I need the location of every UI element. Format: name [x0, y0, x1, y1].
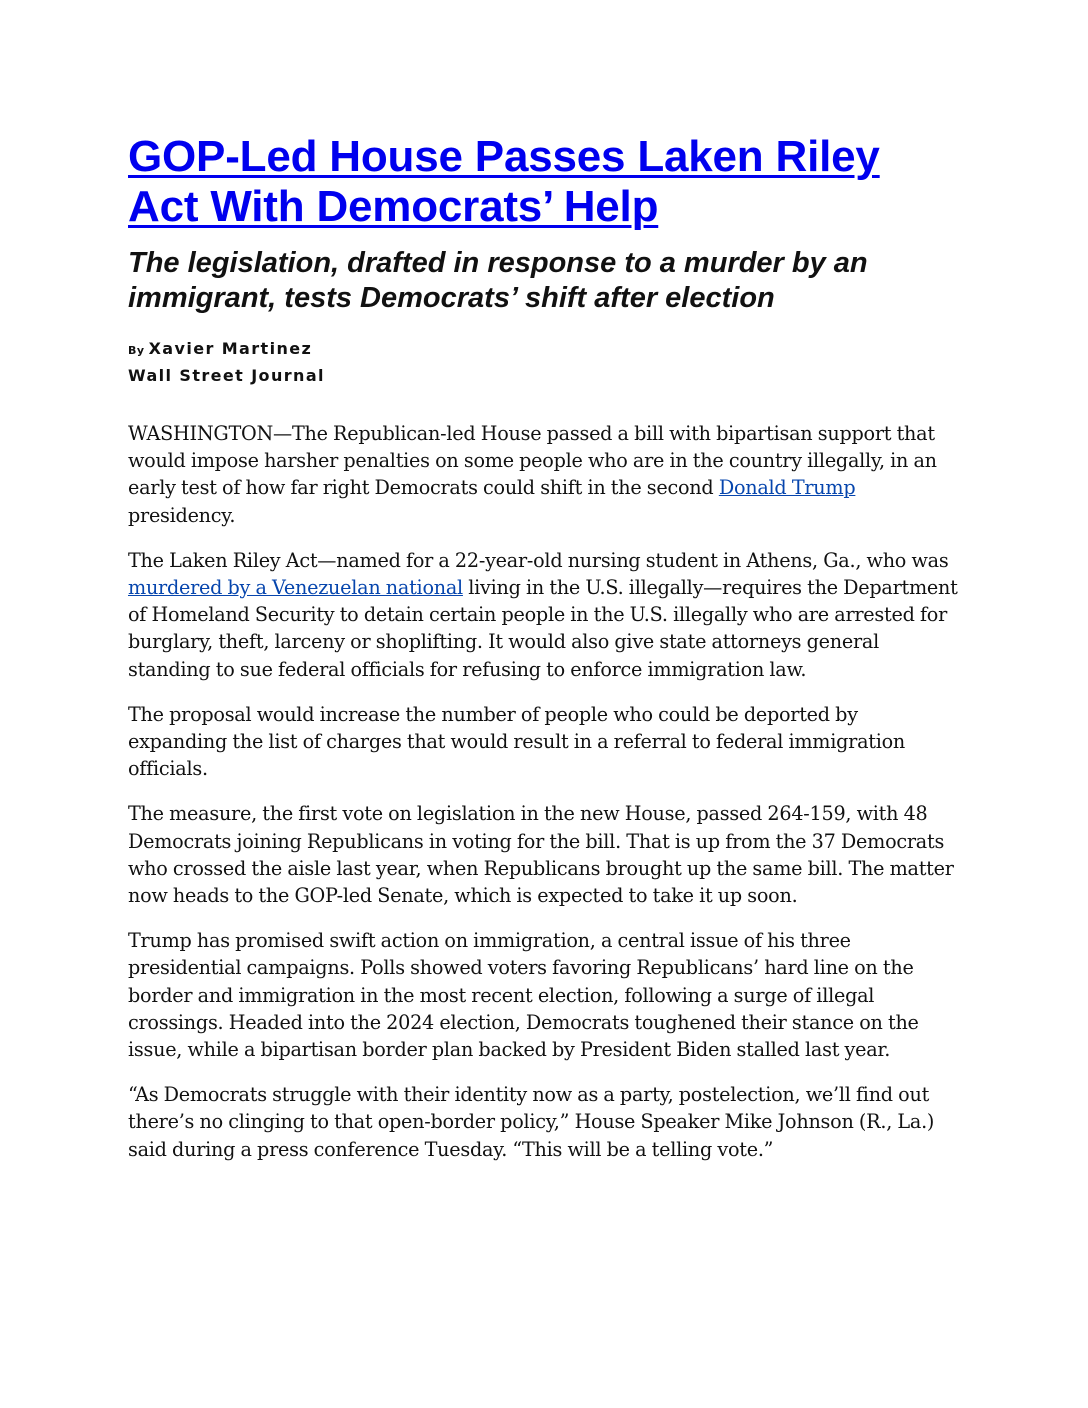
- article-body: [128, 420, 960, 1163]
- subhead: The legislation, drafted in response to a murder by an immigrant, tests Democrats’ shift after election: [128, 247, 868, 314]
- paragraph-2-text-end: living in the U.S. illegally—requires the Department of Homeland Security to detain certain people in the U.S. illegally who are arrested for burglary, theft, larceny or shoplifting. It would also give state attorneys general standing to sue federal officials for refusing to enforce immigration law.: [128, 576, 958, 681]
- paragraph-5: Trump has promised swift action on immigration, a central issue of his three presidential campaigns. Polls showed voters favoring Republicans’ hard line on the border and immigration in the most recent election, following a surge of illegal crossings. Headed into the 2024 election, Democrats toughened their stance on the issue, while a bipartisan border plan backed by President Biden stalled last year.: [128, 929, 919, 1062]
- paragraph-6: “As Democrats struggle with their identity now as a party, postelection, we’ll find out there’s no clinging to that open-border policy,” House Speaker Mike Johnson (R., La.) said during a press conference Tuesday. “This will be a telling vote.”: [128, 1083, 935, 1161]
- article-page: [128, 132, 960, 1181]
- publication-name: Wall Street Journal: [128, 366, 325, 385]
- byline-prefix: By: [128, 344, 145, 357]
- headline-link[interactable]: GOP-Led House Passes Laken Riley Act With Democrats’ Help: [128, 132, 880, 231]
- paragraph-1-text-end: presidency.: [128, 503, 236, 527]
- paragraph-2: [128, 547, 960, 683]
- murdered-by-venezuelan-national-link[interactable]: murdered by a Venezuelan national: [128, 576, 463, 600]
- donald-trump-link[interactable]: Donald Trump: [718, 476, 856, 500]
- paragraph-2-text: The Laken Riley Act—named for a 22-year-old nursing student in Athens, Ga., who was: [128, 548, 949, 572]
- paragraph-1-text: WASHINGTON—The Republican-led House passed a bill with bipartisan support that would impose harsher penalties on some people who are in the country illegally, in an early test of how far right Democrats could shift in the second: [128, 422, 937, 500]
- paragraph-1: [128, 420, 960, 529]
- paragraph-4: The measure, the first vote on legislation in the new House, passed 264-159, with 48 Democrats joining Republicans in voting for the bill. That is up from the 37 Democrats who crossed the aisle last year, when Republicans brought up the same bill. The matter now heads to the GOP-led Senate, which is expected to take it up soon.: [128, 802, 954, 908]
- author-name: Xavier Martinez: [148, 339, 313, 358]
- paragraph-3: The proposal would increase the number of people who could be deported by expanding the list of charges that would result in a referral to federal immigration officials.: [128, 702, 906, 781]
- byline: [128, 336, 960, 388]
